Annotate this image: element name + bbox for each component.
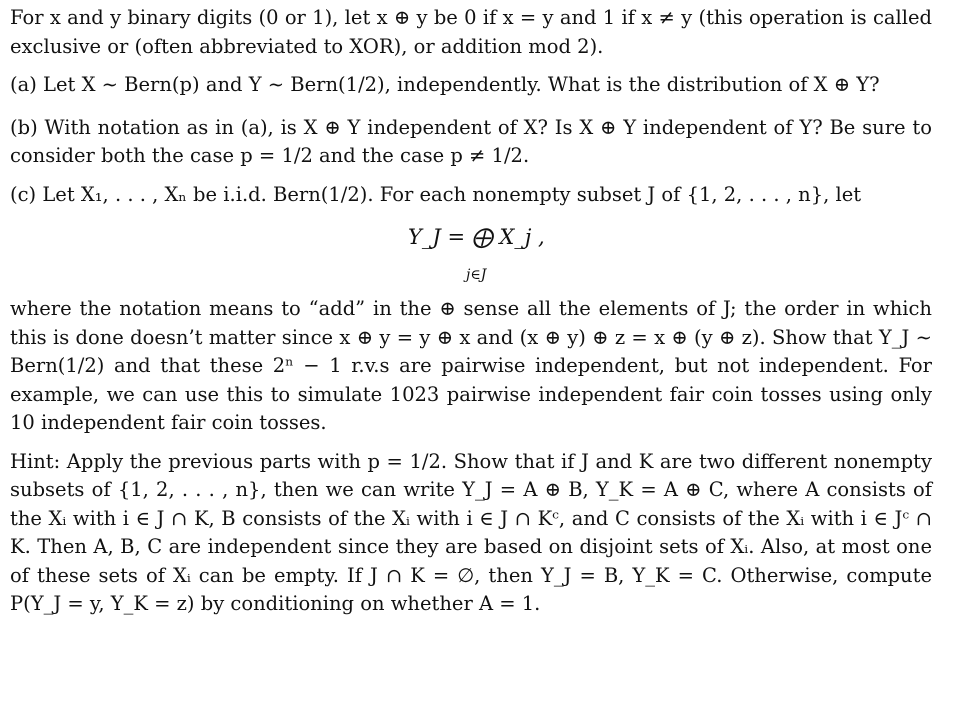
display-equation-block (10, 209, 932, 295)
display-equation: Y_J = ⨁ X_j , (408, 225, 545, 249)
part-c-paragraph: (c) Let X₁, . . . , Xₙ be i.i.d. Bern(1/2). For each nonempty subset J of {1, 2, . . . , n}, let (10, 182, 862, 206)
part-a-paragraph: (a) Let X ∼ Bern(p) and Y ∼ Bern(1/2), independently. What is the distribution of X ⊕ Y? (10, 73, 880, 96)
intro-paragraph: For x and y binary digits (0 or 1), let x ⊕ y be 0 if x = y and 1 if x ≠ y (this operation is called exclusive or (often abbreviated to XOR), or addition mod 2). (10, 6, 932, 58)
hint-paragraph: Hint: Apply the previous parts with p = 1/2. Show that if J and K are two different nonempty subsets of {1, 2, . . . , n}, then we can write Y_J = A ⊕ B, Y_K = A ⊕ C, where A consists of the Xᵢ with i ∈ J ∩ K, B consists of the Xᵢ with i ∈ J ∩ Kᶜ, and C consists of the Xᵢ with i ∈ Jᶜ ∩ K. Then A, B, C are independent since they are based on disjoint sets of Xᵢ. Also, at most one of these sets of Xᵢ can be empty. If J ∩ K = ∅, then Y_J = B, Y_K = C. Otherwise, compute P(Y_J = y, Y_K = z) by conditioning on whether A = 1. (10, 449, 932, 615)
part-b-paragraph: (b) With notation as in (a), is X ⊕ Y independent of X? Is X ⊕ Y independent of Y? Be sure to consider both the case p = 1/2 and the case p ≠ 1/2. (10, 115, 932, 167)
display-equation-subscript: j∈J (466, 267, 487, 283)
part-c-continuation-paragraph: where the notation means to “add” in the ⊕ sense all the elements of J; the order in which this is done doesn’t matter since x ⊕ y = y ⊕ x and (x ⊕ y) ⊕ z = x ⊕ (y ⊕ z). Show that Y_J ∼ Bern(1/2) and that these 2ⁿ − 1 r.v.s are pairwise independent, but not independent. For example, we can use this to simulate 1023 pairwise independent fair coin tosses using only 10 independent fair coin tosses. (10, 297, 932, 434)
